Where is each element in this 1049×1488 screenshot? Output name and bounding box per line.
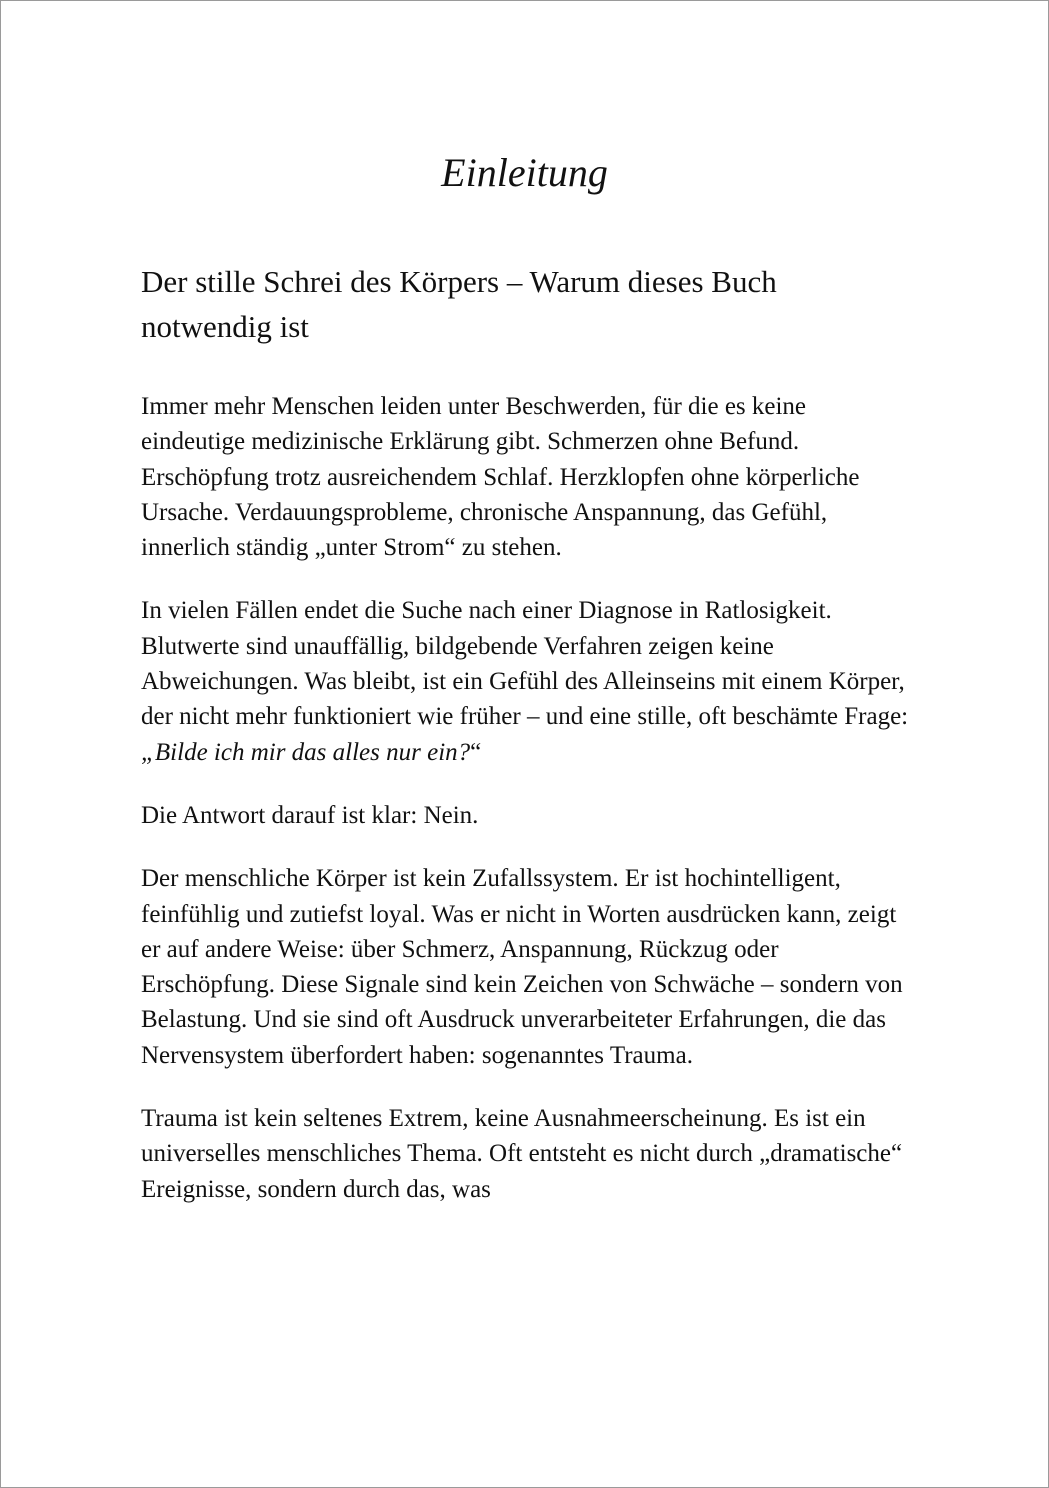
paragraph-5: Trauma ist kein seltenes Extrem, keine Ausnahmeerscheinung. Es ist ein universelles menschliches Thema. Oft entsteht es nicht durch „dramatische“ Ereignisse, sondern durch das, was <box>141 1105 903 1203</box>
section-heading-line1: Der stille Schrei des Körpers – Warum dieses Buch <box>141 264 777 299</box>
page-content <box>141 259 911 1235</box>
paragraph-2-quote: „Bilde ich mir das alles nur ein? <box>141 738 471 766</box>
paragraph-3: Die Antwort darauf ist klar: Nein. <box>141 801 479 829</box>
paragraph-4: Der menschliche Körper ist kein Zufallssystem. Er ist hochintelligent, feinfühlig und zutiefst loyal. Was er nicht in Worten ausdrücken kann, zeigt er auf andere Weise: über Schmerz, Anspannung, Rückzug oder Erschöpfung. Diese Signale sind kein Zeichen von Schwäche – sondern von Belastung. Und sie sind oft Ausdruck unverarbeiteter Erfahrungen, die das Nervensystem überfordert haben: sogenanntes Trauma. <box>141 865 903 1069</box>
paragraph-1: Immer mehr Menschen leiden unter Beschwerden, für die es keine eindeutige medizinische Erklärung gibt. Schmerzen ohne Befund. Erschöpfung trotz ausreichendem Schlaf. Herzklopfen ohne körperliche Ursache. Verdauungsprobleme, chronische Anspannung, das Gefühl, innerlich ständig „unter Strom“ zu stehen. <box>141 393 860 562</box>
section-heading <box>141 259 911 349</box>
paragraph-2 <box>141 593 911 769</box>
chapter-title: Einleitung <box>441 150 608 195</box>
paragraph-2-text: In vielen Fällen endet die Suche nach einer Diagnose in Ratlosigkeit. Blutwerte sind unauffällig, bildgebende Verfahren zeigen keine Abweichungen. Was bleibt, ist ein Gefühl des Alleinseins mit einem Körper, der nicht mehr funktioniert wie früher – und eine stille, oft beschämte Frage: <box>141 597 909 731</box>
section-heading-line2: notwendig ist <box>141 309 309 344</box>
paragraph-2-close: “ <box>470 738 482 766</box>
